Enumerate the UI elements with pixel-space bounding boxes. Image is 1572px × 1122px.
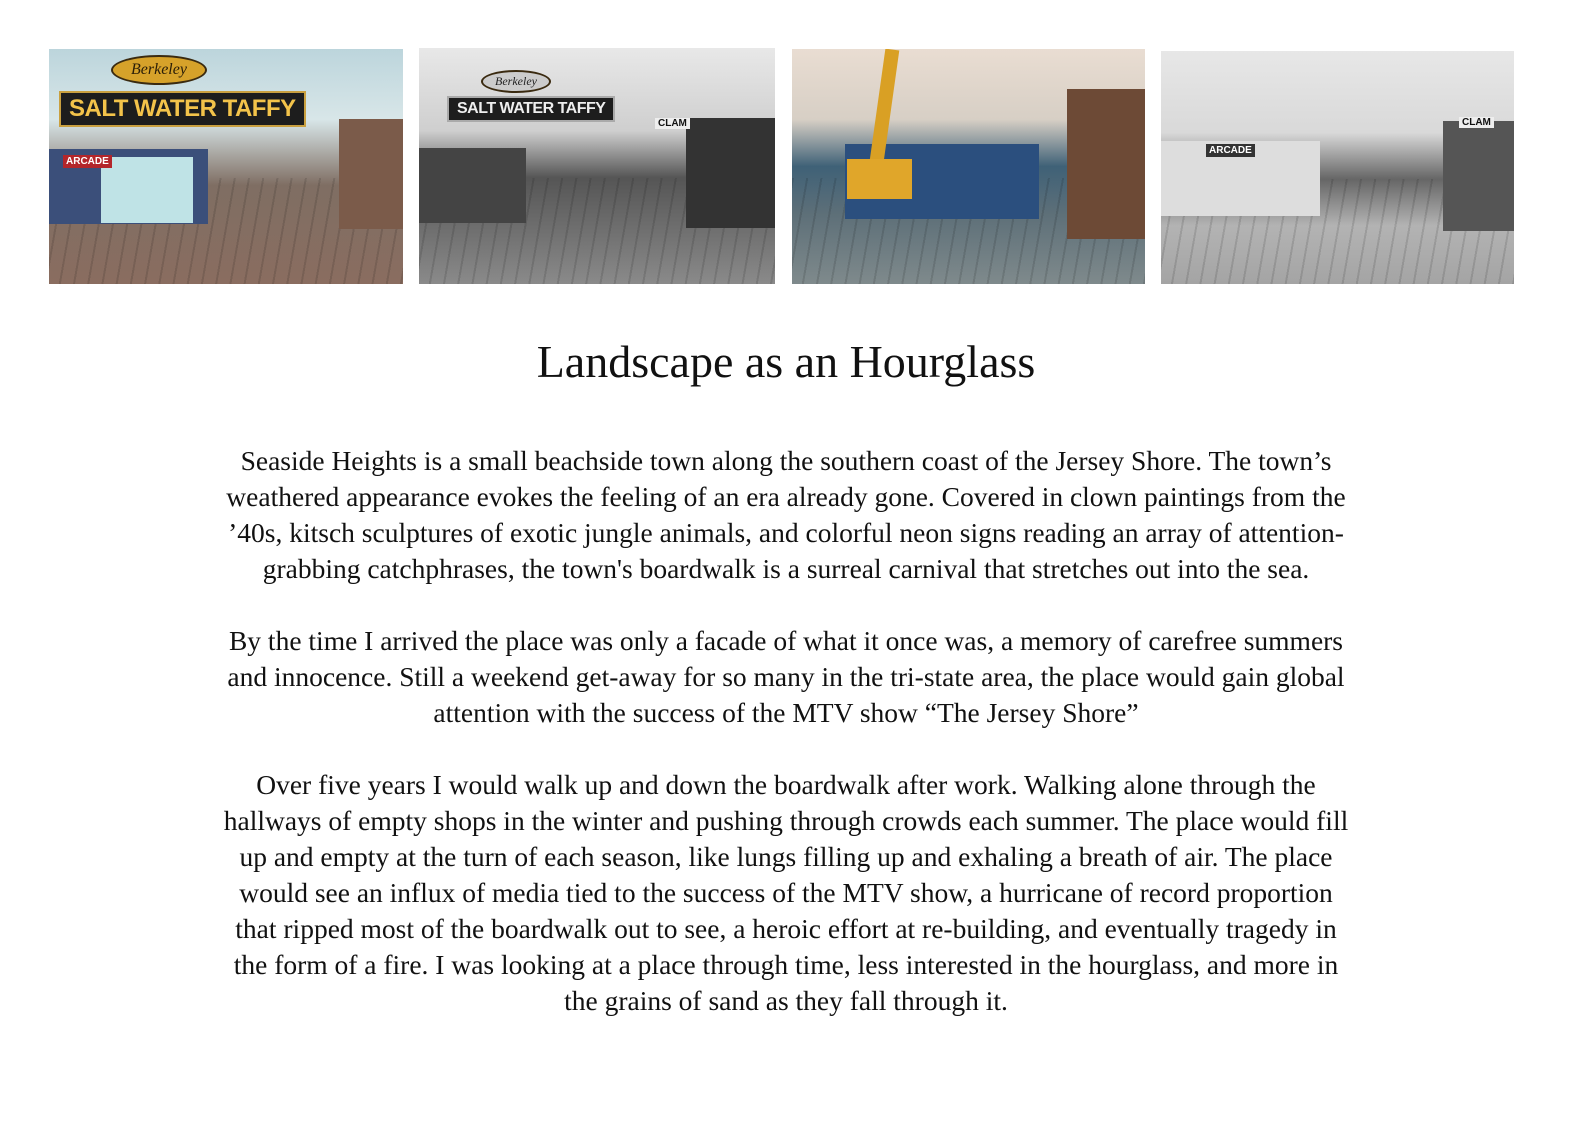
photo-boardwalk-reconstruction[interactable]: [792, 49, 1145, 284]
berkeley-sign: Berkeley: [111, 55, 207, 85]
shopfront-right: [339, 119, 403, 229]
shopfront-right: [1443, 121, 1514, 231]
clam-sign: CLAM: [655, 118, 690, 129]
paragraph-arrival: By the time I arrived the place was only a facade of what it once was, a memory of carefree summers and innocence. Still a weekend get-away for so many in the tri-state area, the place would gain global attention with the success of the MTV show “The Jersey Shore”: [227, 625, 1345, 728]
salt-water-taffy-sign: SALT WATER TAFFY: [447, 96, 615, 122]
salt-water-taffy-sign: SALT WATER TAFFY: [59, 91, 306, 127]
photo-boardwalk-cyclists[interactable]: [1161, 51, 1514, 284]
shopfront-right: [686, 118, 775, 228]
paragraph-intro: Seaside Heights is a small beachside town along the southern coast of the Jersey Shore. The town’s weathered appearance evokes the feeling of an era already gone. Covered in clown paintings from the ’40s, kitsch sculptures of exotic jungle animals, and colorful neon signs reading an array of attention-grabbing catchphrases, the town's boardwalk is a surreal carnival that stretches out into the sea.: [226, 445, 1346, 584]
berkeley-sign: Berkeley: [481, 70, 551, 93]
photo-boardwalk-summer-crowd[interactable]: [419, 48, 775, 284]
tarp-covered-stand: [101, 157, 193, 223]
photo-boardwalk-winter-color[interactable]: [49, 49, 403, 284]
page-title: Landscape as an Hourglass: [536, 336, 1036, 387]
clam-sign: CLAM: [1459, 117, 1494, 128]
shopfront-right: [1067, 89, 1145, 239]
paragraph-five-years: Over five years I would walk up and down the boardwalk after work. Walking alone through the hallways of empty shops in the winter and pushing through crowds each summer. The place would fill up and empty at the turn of each season, like lungs filling up and exhaling a breath of air. The place would see an influx of media tied to the success of the MTV show, a hurricane of record proportion that ripped most of the boardwalk out to see, a heroic effort at re-building, and eventually tragedy in the form of a fire. I was looking at a place through time, less interested in the hourglass, and more in the grains of sand as they fall through it.: [223, 769, 1349, 1016]
arcade-sign: ARCADE: [63, 155, 112, 168]
arcade-sign: ARCADE: [1206, 144, 1255, 157]
article-body: [216, 443, 1356, 1055]
shopfront: [419, 148, 526, 223]
excavator: [847, 159, 912, 199]
